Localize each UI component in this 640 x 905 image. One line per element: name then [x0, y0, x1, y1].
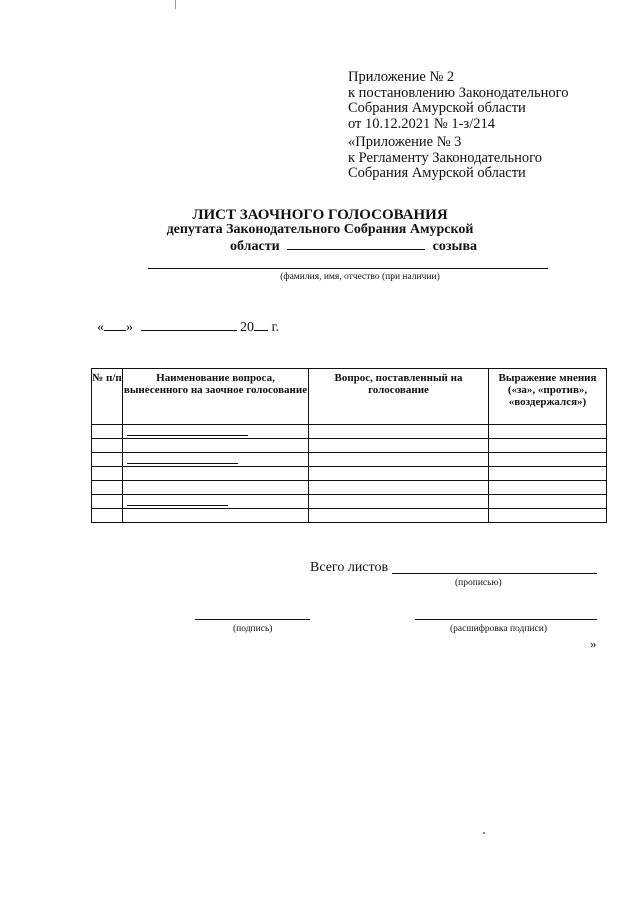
table-row: [92, 481, 607, 495]
document-title: ЛИСТ ЗАОЧНОГО ГОЛОСОВАНИЯ: [192, 207, 448, 223]
signature-line: [195, 619, 310, 620]
cell-opinion[interactable]: [489, 481, 607, 495]
appendix-bottom-line1: «Приложение № 3: [348, 134, 462, 150]
cell-opinion[interactable]: [489, 425, 607, 439]
date-line: [97, 320, 279, 336]
appendix-bottom: [348, 135, 542, 182]
scan-speck: [483, 832, 485, 834]
header-question-vote: Вопрос, поставленный на голосование: [309, 369, 489, 425]
subtitle-prefix: области: [230, 239, 280, 254]
appendix-bottom-line2: к Регламенту Законодательного: [348, 149, 543, 166]
in-words-caption: (прописью): [455, 578, 502, 588]
signature-decoding-line: [415, 619, 597, 620]
cell-question-vote[interactable]: [309, 509, 489, 523]
table-row: [92, 453, 607, 467]
cell-question-title[interactable]: [123, 467, 309, 481]
cell-opinion[interactable]: [489, 495, 607, 509]
table-row: [92, 425, 607, 439]
total-sheets-line: [310, 560, 388, 576]
table-row: [92, 467, 607, 481]
header-opinion: Выражение мнения («за», «против», «воздержался»): [489, 369, 607, 425]
fio-line: [148, 268, 548, 269]
table-row: [92, 439, 607, 453]
convocation-blank: [287, 238, 425, 250]
date-close-quote: »: [126, 320, 133, 335]
date-open-quote: «: [97, 320, 104, 335]
subtitle-suffix: созыва: [432, 239, 478, 254]
cell-question-title[interactable]: [123, 481, 309, 495]
closing-quote: »: [590, 636, 597, 651]
appendix-top: [348, 70, 569, 132]
cell-number[interactable]: [92, 425, 123, 439]
header-question-title: Наименование вопроса, вынесенного на заочное голосование: [123, 369, 309, 425]
cell-number[interactable]: [92, 481, 123, 495]
cell-question-title[interactable]: [123, 425, 309, 439]
cell-question-vote[interactable]: [309, 495, 489, 509]
cell-opinion[interactable]: [489, 467, 607, 481]
total-sheets-label: Всего листов: [310, 560, 389, 575]
appendix-top-line3: Собрания Амурской области: [348, 100, 526, 116]
cell-number[interactable]: [92, 495, 123, 509]
write-line: [127, 435, 248, 436]
cell-question-title[interactable]: [123, 453, 309, 467]
appendix-top-line4: от 10.12.2021 № 1-з/214: [348, 115, 495, 132]
write-line: [127, 505, 228, 506]
cell-number[interactable]: [92, 509, 123, 523]
voting-table: [91, 368, 607, 523]
cell-question-vote[interactable]: [309, 467, 489, 481]
appendix-top-line1: Приложение № 2: [348, 69, 455, 85]
appendix-top-line2: к постановлению Законодательного: [348, 84, 569, 101]
header-number: № п/п: [92, 369, 123, 425]
year-suffix: г.: [271, 320, 280, 335]
year-blank: [254, 320, 268, 331]
cell-opinion[interactable]: [489, 453, 607, 467]
cell-opinion[interactable]: [489, 509, 607, 523]
table-header-row: [92, 369, 607, 425]
table-row: [92, 509, 607, 523]
cell-question-title[interactable]: [123, 439, 309, 453]
document-subtitle-line1: депутата Законодательного Собрания Амурской: [166, 222, 474, 237]
signature-caption: (подпись): [233, 624, 273, 634]
scan-mark: [175, 0, 176, 9]
signature-decoding-caption: (расшифровка подписи): [450, 624, 547, 634]
write-line: [127, 463, 238, 464]
cell-question-title[interactable]: [123, 509, 309, 523]
cell-number[interactable]: [92, 467, 123, 481]
document-subtitle-line2: [230, 238, 477, 255]
cell-question-title[interactable]: [123, 495, 309, 509]
cell-question-vote[interactable]: [309, 453, 489, 467]
cell-question-vote[interactable]: [309, 425, 489, 439]
cell-opinion[interactable]: [489, 439, 607, 453]
fio-caption: (фамилия, имя, отчество (при наличии): [280, 272, 440, 282]
cell-number[interactable]: [92, 439, 123, 453]
month-blank: [141, 320, 237, 331]
cell-number[interactable]: [92, 453, 123, 467]
total-sheets-blank: [392, 573, 597, 574]
appendix-bottom-line3: Собрания Амурской области: [348, 165, 526, 181]
cell-question-vote[interactable]: [309, 481, 489, 495]
day-blank: [104, 320, 126, 331]
table-row: [92, 495, 607, 509]
year-prefix: 20: [240, 320, 254, 335]
cell-question-vote[interactable]: [309, 439, 489, 453]
